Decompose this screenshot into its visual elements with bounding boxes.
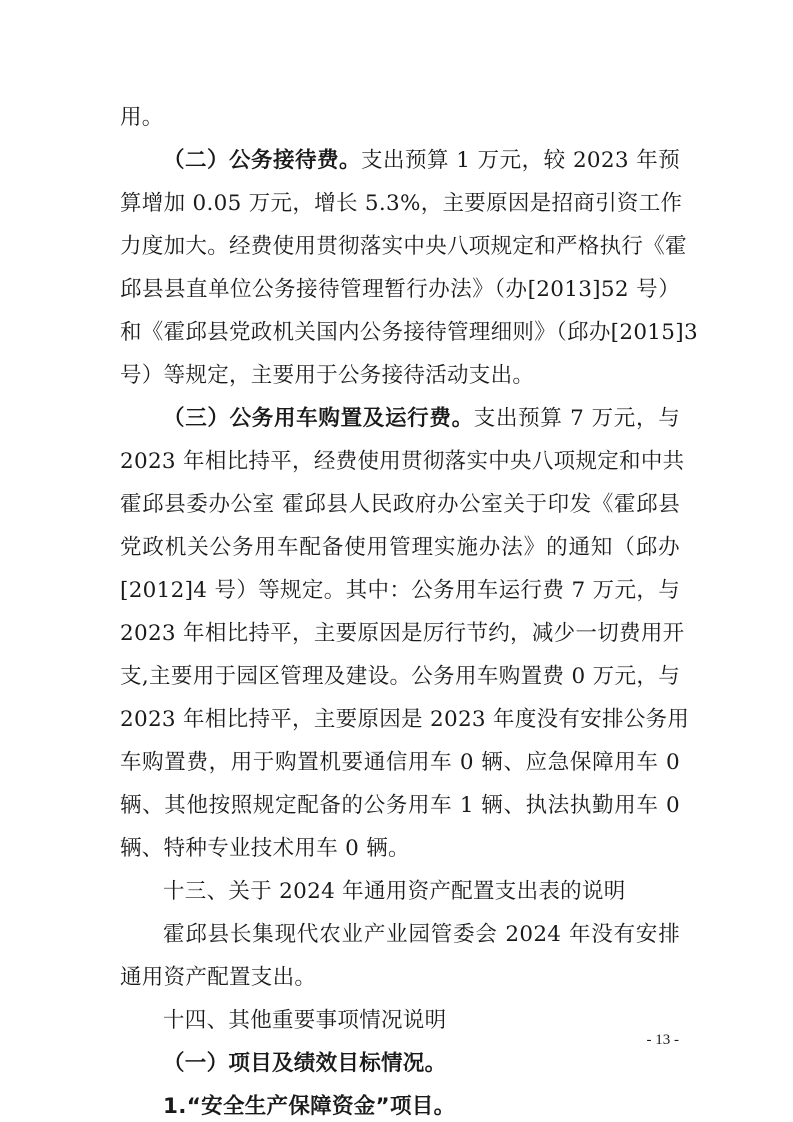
section-title: 十四、其他重要事项情况说明 <box>163 1008 447 1033</box>
text-line: [2012]4 号）等规定。其中：公务用车运行费 7 万元，与 <box>120 578 680 603</box>
section-title: 十三、关于 2024 年通用资产配置支出表的说明 <box>163 879 626 904</box>
text-line: 用。 <box>120 105 164 130</box>
text-line: 车购置费，用于购置机要通信用车 0 辆、应急保障用车 0 <box>120 750 680 775</box>
text-line: 霍邱县长集现代农业产业园管委会 2024 年没有安排 <box>163 922 680 947</box>
text-line: 党政机关公务用车配备使用管理实施办法》的通知（邱办 <box>120 535 680 560</box>
text-line: 通用资产配置支出。 <box>120 965 317 990</box>
paragraph-heading-line: （二）公务接待费。支出预算 1 万元，较 2023 年预 <box>163 148 680 173</box>
section-heading: （三）公务用车购置及运行费。 <box>163 406 474 431</box>
text-line: 号）等规定，主要用于公务接待活动支出。 <box>120 363 535 388</box>
section-heading: （二）公务接待费。 <box>163 148 361 173</box>
subsection-heading: （一）项目及绩效目标情况。 <box>163 1051 447 1076</box>
text-line: 邱县县直单位公务接待管理暂行办法》（办[2013]52 号） <box>120 277 680 302</box>
text-line: 辆、其他按照规定配备的公务用车 1 辆、执法执勤用车 0 <box>120 793 680 818</box>
text-line: 辆、特种专业技术用车 0 辆。 <box>120 836 410 861</box>
text-line: 力度加大。经费使用贯彻落实中央八项规定和严格执行《霍 <box>120 234 687 259</box>
text-line: 和《霍邱县党政机关国内公务接待管理细则》（邱办[2015]3 <box>120 320 698 345</box>
text-line: 2023 年相比持平，经费使用贯彻落实中央八项规定和中共 <box>120 449 685 474</box>
project-heading: 1.“安全生产保障资金”项目。 <box>163 1094 456 1119</box>
text-line: 支,主要用于园区管理及建设。公务用车购置费 0 万元，与 <box>120 664 680 689</box>
text-line: 算增加 0.05 万元，增长 5.3%，主要原因是招商引资工作 <box>120 191 683 216</box>
text-line: 2023 年相比持平，主要原因是 2023 年度没有安排公务用 <box>120 707 690 732</box>
text-line: 2023 年相比持平，主要原因是厉行节约，减少一切费用开 <box>120 621 685 646</box>
paragraph-heading-line: （三）公务用车购置及运行费。支出预算 7 万元，与 <box>163 406 680 431</box>
page-number: - 13 - <box>646 1032 679 1048</box>
text-line: 霍邱县委办公室 霍邱县人民政府办公室关于印发《霍邱县 <box>120 492 680 517</box>
